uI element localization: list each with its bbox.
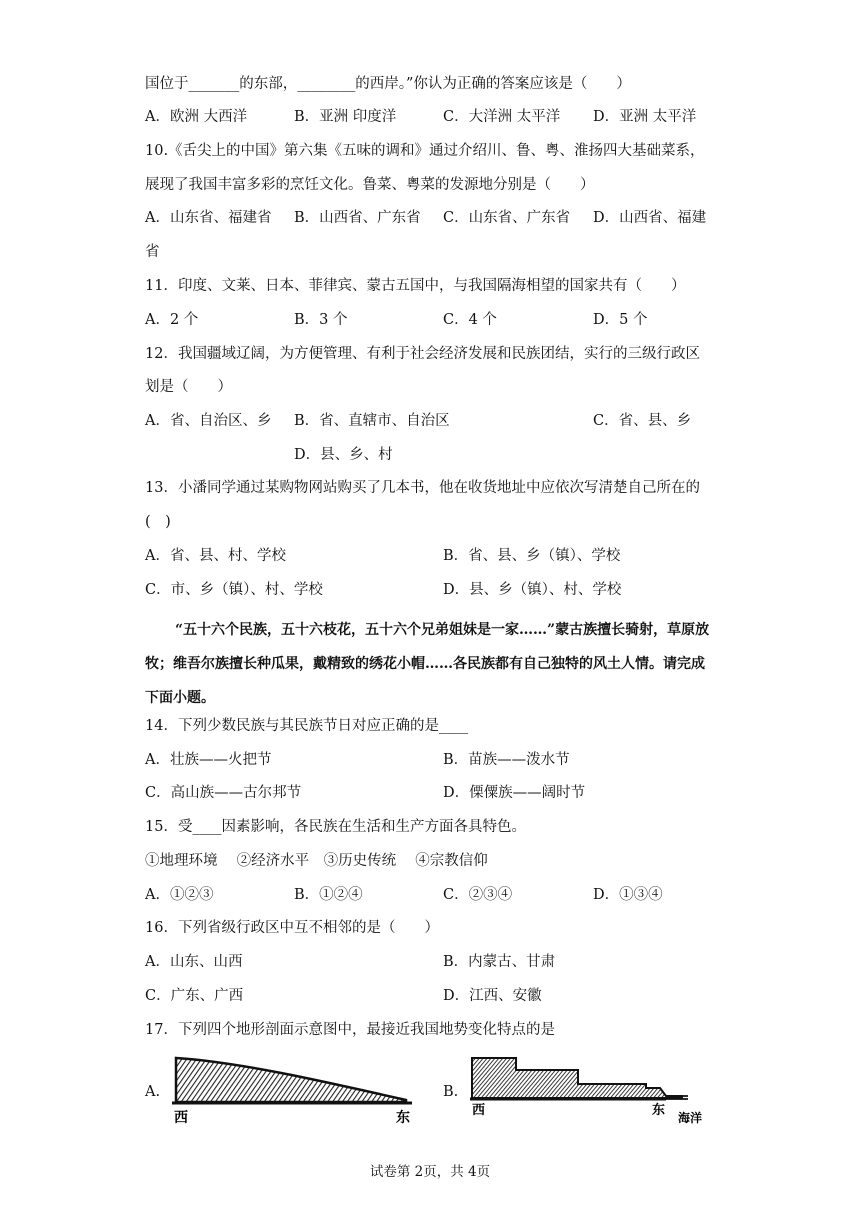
terrain-profile-a <box>168 1050 418 1128</box>
question-15-stem: 15．受____因素影响，各民族在生活和生产方面各具特色。 <box>145 819 526 835</box>
q15-option-c: C．②③④ <box>443 887 513 903</box>
q9-option-c: C．大洋洲 太平洋 <box>443 109 561 125</box>
q9-option-d: D．亚洲 太平洋 <box>593 109 697 125</box>
question-10-stem-line2: 展现了我国丰富多彩的烹饪文化。鲁菜、粤菜的发源地分别是（ ） <box>145 177 595 193</box>
q10-option-b: B．山西省、广东省 <box>294 210 421 226</box>
profile-a-east-label: 东 <box>396 1110 410 1126</box>
q16-option-a: A．山东、山西 <box>145 954 243 970</box>
q14-option-d: D．傈僳族——阔时节 <box>443 785 586 801</box>
q11-option-a: A．2 个 <box>145 312 199 328</box>
question-16-stem: 16．下列省级行政区中互不相邻的是（ ） <box>145 920 439 936</box>
q13-option-c: C．市、乡（镇）、村、学校 <box>145 582 323 598</box>
question-13-stem-line1: 13．小潘同学通过某购物网站购买了几本书，他在收货地址中应依次写清楚自己所在的 <box>145 480 700 496</box>
q17-figure-a-label: A. <box>145 1084 161 1100</box>
terrain-profile-b <box>466 1050 726 1128</box>
question-10-stem-line1: 10.《舌尖上的中国》第六集《五味的调和》通过介绍川、鲁、粤、淮扬四大基础菜系， <box>145 143 705 159</box>
reading-passage: “五十六个民族，五十六枝花，五十六个兄弟姐妹是一家……”蒙古族擅长骑射，草原放牧；维吾尔族擅长种瓜果，戴精致的绣花小帽……各民族都有自己独特的风土人情。请完成下面小题。 <box>145 622 710 706</box>
q16-option-c: C．广东、广西 <box>145 988 244 1004</box>
q9-option-b: B．亚洲 印度洋 <box>294 109 397 125</box>
q12-option-d: D．县、乡、村 <box>294 447 393 463</box>
q17-figure-b-label: B. <box>443 1084 459 1100</box>
q13-option-b: B．省、县、乡（镇）、学校 <box>443 548 621 564</box>
q14-option-b: B．苗族——泼水节 <box>443 752 570 768</box>
q16-option-b: B．内蒙古、甘肃 <box>443 954 556 970</box>
q12-option-a: A．省、自治区、乡 <box>145 413 272 429</box>
profile-b-sea-label: 海洋 <box>678 1111 703 1125</box>
q11-option-d: D．5 个 <box>593 312 648 328</box>
q15-option-d: D．①③④ <box>593 887 663 903</box>
q14-option-c: C．高山族——古尔邦节 <box>145 785 302 801</box>
q10-option-a: A．山东省、福建省 <box>145 210 272 226</box>
q9-option-a: A．欧洲 大西洋 <box>145 109 248 125</box>
q12-option-c: C．省、县、乡 <box>593 413 692 429</box>
page-footer: 试卷第 2页，共 4页 <box>369 1164 491 1180</box>
question-9-stem-tail: 国位于_______的东部，________的西岸。”你认为正确的答案应该是（ ） <box>145 76 631 92</box>
q11-option-b: B．3 个 <box>294 312 348 328</box>
profile-b-west-label: 西 <box>472 1103 486 1118</box>
q14-option-a: A．壮族——火把节 <box>145 752 272 768</box>
question-11-stem: 11．印度、文莱、日本、菲律宾、蒙古五国中，与我国隔海相望的国家共有（ ） <box>145 278 686 294</box>
q15-option-b: B．①②④ <box>294 887 363 903</box>
profile-a-west-label: 西 <box>174 1110 188 1126</box>
q16-option-d: D．江西、安徽 <box>443 988 542 1004</box>
profile-b-east-label: 东 <box>652 1103 666 1118</box>
q15-option-a: A．①②③ <box>145 887 214 903</box>
q12-option-b: B．省、直辖市、自治区 <box>294 413 450 429</box>
question-15-items: ①地理环境 ②经济水平 ③历史传统 ④宗教信仰 <box>145 853 488 869</box>
q10-option-d-wrap: 省 <box>145 244 160 260</box>
q13-option-a: A．省、县、村、学校 <box>145 548 286 564</box>
question-13-stem-line2: ( ) <box>145 514 171 530</box>
q11-option-c: C．4 个 <box>443 312 497 328</box>
question-17-stem: 17．下列四个地形剖面示意图中，最接近我国地势变化特点的是 <box>145 1022 555 1038</box>
q10-option-d: D．山西省、福建 <box>593 210 707 226</box>
q13-option-d: D．县、乡（镇）、村、学校 <box>443 582 622 598</box>
question-12-stem-line1: 12．我国疆域辽阔，为方便管理、有利于社会经济发展和民族团结，实行的三级行政区 <box>145 346 700 362</box>
q10-option-c: C．山东省、广东省 <box>443 210 571 226</box>
question-14-stem: 14．下列少数民族与其民族节日对应正确的是____ <box>145 718 468 734</box>
question-12-stem-line2: 划是（ ） <box>145 379 232 395</box>
